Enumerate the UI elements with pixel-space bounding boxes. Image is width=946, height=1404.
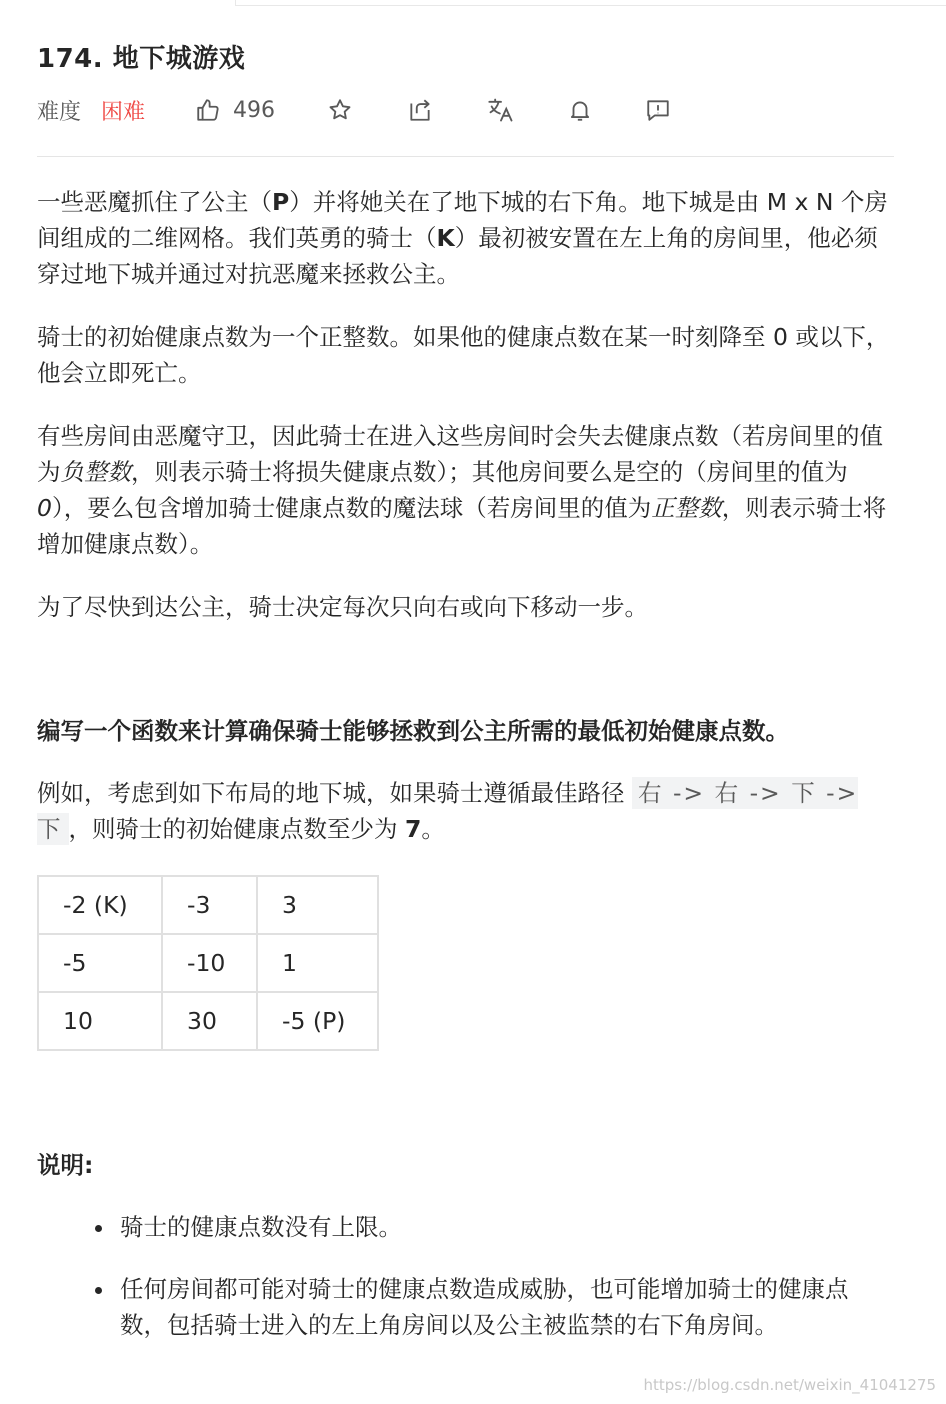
translate-icon: [487, 96, 515, 124]
table-cell: -3: [162, 876, 257, 934]
difficulty-label: 难度: [37, 99, 82, 125]
paragraph-movement: 为了尽快到达公主，骑士决定每次只向右或向下移动一步。: [37, 593, 648, 621]
table-cell: 30: [162, 992, 257, 1050]
task-statement: 编写一个函数来计算确保骑士能够拯救到公主所需的最低初始健康点数。: [37, 717, 789, 745]
favorite-button[interactable]: [327, 97, 353, 123]
paragraph-intro: 一些恶魔抓住了公主（P）并将她关在了地下城的右下角。地下城是由 M x N 个房间组成的二维网格。我们英勇的骑士（K）最初被安置在左上角的房间里，他必须穿过地下城并通过对抗恶魔来拯救公主。: [37, 188, 888, 288]
list-item: • 骑士的健康点数没有上限。: [116, 1209, 897, 1245]
table-row: [38, 992, 378, 1050]
top-bar-edge: [235, 0, 946, 6]
optimal-path-code: 右 -> 右 -> 下 -> 下: [37, 779, 859, 843]
share-button[interactable]: [407, 97, 433, 123]
notes-heading: 说明:: [37, 1151, 94, 1179]
watermark: https://blog.csdn.net/weixin_41041275: [643, 1376, 936, 1394]
problem-description: [37, 184, 897, 1369]
translate-button[interactable]: [487, 96, 515, 124]
table-cell: -5 (P): [257, 992, 378, 1050]
list-item: • 任何房间都可能对骑士的健康点数造成威胁，也可能增加骑士的健康点数，包括骑士进入的左上角房间以及公主被监禁的右下角房间。: [116, 1271, 897, 1343]
paragraph-health: 骑士的初始健康点数为一个正整数。如果他的健康点数在某一时刻降至 0 或以下，他会立即死亡。: [37, 323, 890, 387]
problem-meta-bar: [37, 92, 671, 128]
table-cell: -5: [38, 934, 162, 992]
share-icon: [407, 97, 433, 123]
thumbs-up-icon: [195, 97, 221, 123]
paragraph-rooms: 有些房间由恶魔守卫，因此骑士在进入这些房间时会失去健康点数（若房间里的值为负整数，则表示骑士将损失健康点数）；其他房间要么是空的（房间里的值为 0），要么包含增加骑士健康点数的魔法球（若房间里的值为正整数，则表示骑士将增加健康点数）。: [37, 422, 887, 558]
table-row: [38, 876, 378, 934]
table-row: [38, 934, 378, 992]
like-count: 496: [233, 97, 276, 123]
like-button[interactable]: [195, 97, 275, 123]
feedback-icon: [645, 97, 671, 123]
table-cell: 3: [257, 876, 378, 934]
notes-list: [37, 1209, 897, 1343]
bell-icon: [567, 97, 593, 123]
table-cell: -2 (K): [38, 876, 162, 934]
paragraph-example: 例如，考虑到如下布局的地下城，如果骑士遵循最佳路径 右 -> 右 -> 下 -> 下 ，则骑士的初始健康点数至少为 7。: [37, 779, 859, 843]
problem-title: 174. 地下城游戏: [37, 44, 246, 74]
notification-button[interactable]: [567, 97, 593, 123]
star-icon: [327, 97, 353, 123]
difficulty-value: 困难: [101, 99, 146, 125]
feedback-button[interactable]: [645, 97, 671, 123]
header-divider: [37, 156, 894, 157]
table-cell: 10: [38, 992, 162, 1050]
table-cell: -10: [162, 934, 257, 992]
table-cell: 1: [257, 934, 378, 992]
dungeon-table: [37, 875, 379, 1051]
